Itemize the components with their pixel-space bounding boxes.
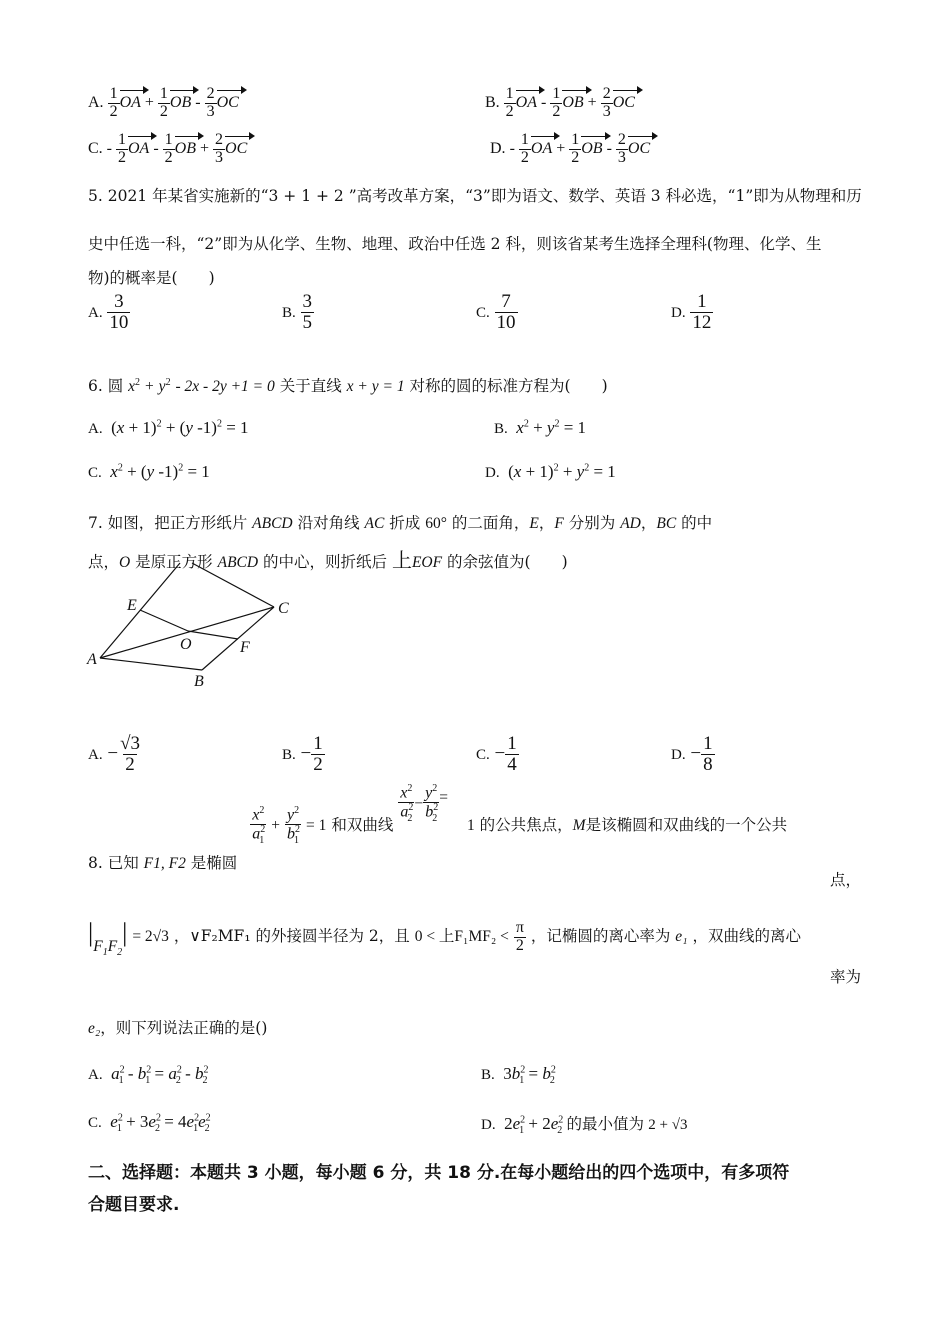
q8-stem-line2: $|F_1F_2| = 2√3$ ，∨F₂MF₁ 的外接圆半径为 2，且 0 < 上F₁MF₂ < $\frac{\pi}{2}$ ，记椭圆的离心率为 e₁ ，双曲线的离心 [88, 918, 802, 959]
label-o: O [180, 636, 192, 653]
vector-oc: OC [216, 93, 239, 111]
q5-option-d[interactable]: D. $\frac{1}{12}$ [671, 291, 712, 333]
q4-option-d[interactable]: D. - $\frac{1}{2}$ OA + $\frac{1}{2}$ OB - $\frac{2}{3}$ OC [490, 131, 651, 166]
q5-option-b[interactable]: B. $\frac{3}{5}$ [282, 291, 313, 333]
label-e: E [127, 597, 137, 614]
q8-option-b[interactable]: B. $3b^2_1 = b^2_2$ [481, 1064, 556, 1087]
q8-stem-line1: 8. 已知 F1, F2 是椭圆 $\frac{x^2}{a^2_1}$ + $\frac{y^2}{b^2_1}$ = 1 和双曲线 $\frac{x^2}{a^2_2}$ − $\frac{y^2}{b^2_2}$ = 1 的公共焦点，M是该椭圆和双曲线的一个公共 [88, 783, 788, 873]
q8-option-d[interactable]: D. $2e^2_1 + 2e^2_2$ 的最小值为 2 + √3 [481, 1114, 688, 1137]
q6-stem: 6. 圆 $x^2 + y^2 - 2x - 2y +1 = 0$ 关于直线 x + y = 1 对称的圆的标准方程为( ) [88, 376, 608, 395]
vector-oa: OA [119, 93, 141, 111]
q4a-frac1: $\frac{1}{2}$ [109, 85, 118, 120]
q7-option-c[interactable]: C. − $\frac{1}{4}$ [476, 733, 517, 775]
edge-ab [100, 658, 202, 670]
q8-option-c[interactable]: C. $e^2_1 + 3e^2_2 = 4e^2_1e^2_2$ [88, 1112, 211, 1135]
q4-option-b[interactable]: B. $\frac{1}{2}$ OA - $\frac{1}{2}$ OB + $\frac{2}{3}$ OC [485, 85, 635, 120]
vector-oa: OA [515, 93, 537, 111]
q7-text-line2: 点，O 是原正方形 ABCD 的中心，则折纸后 上EOF 的余弦值为( ) [88, 548, 568, 572]
vector-ob: OB [581, 139, 603, 157]
vector-oc: OC [225, 139, 248, 157]
q5-text-line3: 物)的概率是( ) [88, 269, 215, 287]
q8-point-char: 点， [830, 871, 862, 889]
q6-option-d[interactable]: D. $(x + 1)^2 + y^2 = 1$ [485, 462, 616, 481]
vector-oa: OA [530, 139, 553, 157]
section2-heading-line2: 合题目要求. [88, 1195, 180, 1215]
q8-rate: 率为 [830, 968, 862, 986]
q7-option-d[interactable]: D. − $\frac{1}{8}$ [671, 733, 713, 775]
q5-option-a[interactable]: A. $\frac{3}{10}$ [88, 291, 129, 333]
q7-option-a[interactable]: A. − $\frac{√3}{2}$ [88, 733, 140, 775]
label-a: A [87, 651, 97, 668]
vector-ob: OB [169, 93, 192, 111]
edge-dc [192, 563, 274, 607]
vector-ob: OB [562, 93, 584, 111]
q4-option-c[interactable]: C. - $\frac{1}{2}$ OA - $\frac{1}{2}$ OB + $\frac{2}{3}$ OC [88, 131, 248, 166]
q4-option-a[interactable]: A. $\frac{1}{2}$ OA + $\frac{1}{2}$ OB - $\frac{2}{3}$ OC [88, 85, 239, 120]
segment-of [188, 631, 238, 639]
vector-ob: OB [174, 139, 196, 157]
label-f: F [240, 639, 250, 656]
segment-eo [140, 610, 188, 631]
q6-option-a[interactable]: A. $(x + 1)^2 + (y$ -1)$^2$ = 1 [88, 418, 249, 437]
vector-oc: OC [627, 139, 651, 157]
q7-figure [84, 560, 304, 695]
q7-option-b[interactable]: B. − $\frac{1}{2}$ [282, 733, 323, 775]
vector-oa: OA [128, 139, 150, 157]
q5-option-c[interactable]: C. $\frac{7}{10}$ [476, 291, 516, 333]
label-b: B [194, 673, 204, 690]
label-c: C [278, 600, 289, 617]
q5-text-line2: 史中任选一科，“2”即为从化学、生物、地理、政治中任选 2 科，则该省某考生选择全理科(物理、化学、生 [88, 235, 822, 253]
q5-text-line1: 5. 2021 年某省实施新的“3 + 1 + 2 ”高考改革方案，“3”即为语文、数学、英语 3 科必选，“1”即为从物理和历 [88, 187, 862, 205]
q8-stem-line3: e₂，则下列说法正确的是() [88, 1019, 268, 1037]
q8-option-a[interactable]: A. $a^2_1 - b^2_1 = a^2_2 - b^2_2$ [88, 1064, 209, 1087]
q7-text-line1: 7. 如图，把正方形纸片 ABCD 沿对角线 AC 折成 60° 的二面角，E，F 分别为 AD，BC 的中 [88, 514, 713, 532]
section2-heading-line1: 二、选择题：本题共 3 小题，每小题 6 分，共 18 分.在每小题给出的四个选项中，有多项符 [88, 1163, 790, 1183]
q6-option-c[interactable]: C. $x^2 + (y$ -1)$^2$ = 1 [88, 462, 210, 481]
q6-option-b[interactable]: B. $x^2 + y^2 = 1$ [494, 418, 587, 437]
vector-oc: OC [612, 93, 635, 111]
